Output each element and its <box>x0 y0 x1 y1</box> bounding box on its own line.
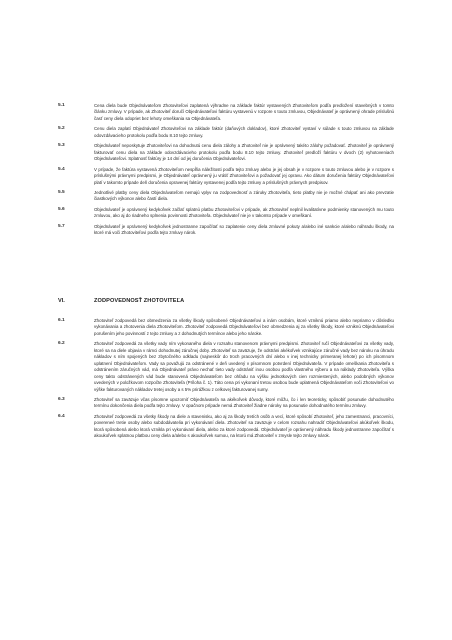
clause-number: 5.1 <box>58 103 65 108</box>
clause-6-4 <box>0 414 452 440</box>
section-number: VI. <box>58 298 65 304</box>
clause-text: Zhotoviteľ sa zaväzuje včas písomne upozorniť Objednávateľa na akékoľvek dôvody, ktoré môžu, čo i len teoreticky, spôsobiť posunutie dohodnutého termínu dokončenia diela podľa tejto zmluvy. V opačnom prípade nemá Zhotoviteľ žiadne nároky na posunutie dohodnutého termínu zmluvy. <box>94 396 394 409</box>
clause-6-3 <box>0 397 452 410</box>
clause-number: 6.1 <box>58 318 65 323</box>
clause-text: Zhotoviteľ zodpovedá bez obmedzenia za všetky škody spôsobené Objednávateľovi a inám osobám, ktoré vzniknú priamo alebo nepriamo v dôsledku vykonávania a zhotovenia diela Zhotoviteľom. Zhotoviteľ zodpovedá Objednávateľovi bez obmedzenia aj za všetky škody, ktoré vzniknú Objednávateľovi porušením jeho povinností z tejto zmluvy a z dohodnutých termínov alebo jeho nároke. <box>94 318 394 336</box>
section-6-contractor-liability <box>0 318 452 444</box>
clause-text: V prípade, že faktúra vystavená Zhotoviteľom nespĺňa náležitosti podľa tejto zmluvy alebo je jej obsah je v rozpore s touto zmluvou alebo je v rozpore s príslušnými právnymi predpismi, je Objednávateľ oprávnený ju vrátiť Zhotoviteľovi a požadovať jej opravu. Ako dátum doručenia faktúry Objednávateľovi platí v takomto prípade deň doručenia opravenej faktúry vystavenej podľa tejto zmluvy a príslušných právnych predpisov. <box>94 166 394 185</box>
clause-text: Cena diela bude Objednávateľom Zhotoviteľovi zaplatená výhradne na základe faktúr vystavených Zhotoviteľom podľa predložení stavebných v tomto článku zmluvy. V prípade, ak Zhotoviteľ doručí Objednávateľovi faktúru vystavenú v rozpore s touto zmluvou, Objednávateľ je oprávnený ohrade príslušnú časť ceny diela odopriet bez lehoty omeškania sa Objednávateľa. <box>94 103 394 121</box>
clause-number: 5.4 <box>58 166 65 172</box>
clause-5-6 <box>0 207 452 220</box>
clause-number: 5.3 <box>58 143 65 149</box>
clause-number: 6.4 <box>58 413 65 419</box>
clause-number: 6.3 <box>58 396 65 402</box>
clause-text: Zhotoviteľ zodpovedá za všetky škody na diele a stavenisku, ako aj za škody tretích osôb a vecí, ktoré spôsobí Zhotoviteľ, jeho zamestnanci, pracovníci, povereneé tretie osoby alebo subdodávatelia pri vykonávaní diela. Zhotoviteľ sa zaväzuje v celom rozsahu nahradiť Objednávateľovi akúkoľvek škodu, ktorá spôsobená alebo ktorá vznikla pri vykonávaní diela, alebo za ktoré zodpovedá. Objednávateľ je oprávnený náhradu škody jednostranne započítať s akoukoľvek splatnou platbou ceny diela a/alebo s akoukoľvek sumou, na ktorú má Zhotoviteľ v zmysle tejto zmluvy nárok. <box>94 413 394 439</box>
clause-5-1 <box>0 103 452 122</box>
clause-text: Jednotlivé platby ceny diela Objednávateľom nemajú vplyv na zodpovednosť a záruky Zhotoviteľa, tieto platby nie je možné chápať ani ako prevzatie čiastkových výkonov alebo častí diela. <box>94 189 394 202</box>
section-5-payment-terms <box>0 103 452 241</box>
clause-5-7 <box>0 224 452 237</box>
clause-text: Zhotoviteľ zodpovedá za všetky vady ním vykonaného diela v rozsahu stanovenom právnymi predpismi. Zhotoviteľ ručí Objednávateľovi za všetky vady, ktoré sa na diele objavia v rámci dohodnutej záručnej doby. Zhotoviteľ sa zaväzuje, že odstráni akékoľvek vznikajúce záručné vady bez nároku na úhradu nákladov s ním spojených bez zbytočného odkladu (najneskôr do troch pracovných dní alebo v inej technicky primeranej lehote) po ich písomnom uplatnení Objednávateľom. Vady sa považujú za odstránené v deň uvedený v písomnom potvrdení Objednávateľa. V prípade omeškania Zhotoviteľa s odstránením záručných vád, má Objednávateľ právo nechať tieto vady odstrániť inou osobou podľa vlastného výberu a na náklady Zhotoviteľa. Výška ceny takto odstránených vád bude stanovená Objednávateľom bez ohľadu na výšku jednotkových cien rozmiestených, alebo podobných výkonov uvedených v položkovom rozpočte Zhotoviteľa (Príloha č. 1). Táto cena pri vykonaní tretou osobou bude uplatnená Objednávateľom voči Zhotoviteľovi vo výške fakturovaných nákladov tretej osoby a s 5% prirážkou z celkovej fakturovanej sumy. <box>94 341 394 392</box>
clause-number: 5.5 <box>58 189 65 195</box>
section-title: ZODPOVEDNOSŤ ZHOTOVITEĽA <box>94 298 185 304</box>
section-heading <box>0 298 452 308</box>
clause-number: 5.6 <box>58 206 65 212</box>
clause-number: 5.2 <box>58 126 65 132</box>
clause-number: 5.7 <box>58 223 65 229</box>
clause-text: Objednávateľ je oprávnený kedykoľvek začlať splatnú platbu Zhotoviteľovi v prípade, ak Zhotoviteľ neplnil kvalitatívne podmienky stanovených mu touto zmluvou, ako aj do riadneho splnenia povinnosti Zhotoviteľa. Objednávateľ nie je v takomto prípade v omeškaní. <box>94 206 394 219</box>
clause-number: 6.2 <box>58 341 65 347</box>
clause-text: Cenu diela zaplatí Objednávateľ Zhotoviteľovi na základe faktúr (daňových dokladov), ktoré Zhotoviteľ vystaví v súlade s touto zmluvou na základe odovzdávacieho protokolu podľa bodu 8.10 tejto zmluvy. <box>94 126 394 138</box>
clause-5-4 <box>0 167 452 186</box>
clause-6-1 <box>0 318 452 337</box>
clause-5-5 <box>0 190 452 203</box>
clause-text: Objednávateľ je oprávnený kedykoľvek jednostranne započítať so zaplatenie ceny diela zmluvné pokuty a/alebo iné sankcie a/alebo náhradu škody, na ktoré má voči Zhotoviteľovi podľa tejto zmluvy nárok. <box>94 223 394 236</box>
clause-text: Objednávateľ neposkytuje Zhotoviteľovi na dohodnutú cenu diela zálohy a Zhotoviteľ nie je oprávnený takéto zálohy požadovať. Zhotoviteľ je oprávnený fakturovať cenu diela na základe odovzdávacieho protokolu podľa bodu 8.10 tejto zmluvy. Zhotoviteľ predloží faktúru v dvoch (2) vyhotoveniach Objednávateľovi. Splatnosť faktúry je 14 dní od jej doručenia Objednávateľovi. <box>94 143 394 162</box>
clause-5-3 <box>0 143 452 162</box>
clause-5-2 <box>0 126 452 139</box>
clause-6-2 <box>0 341 452 393</box>
